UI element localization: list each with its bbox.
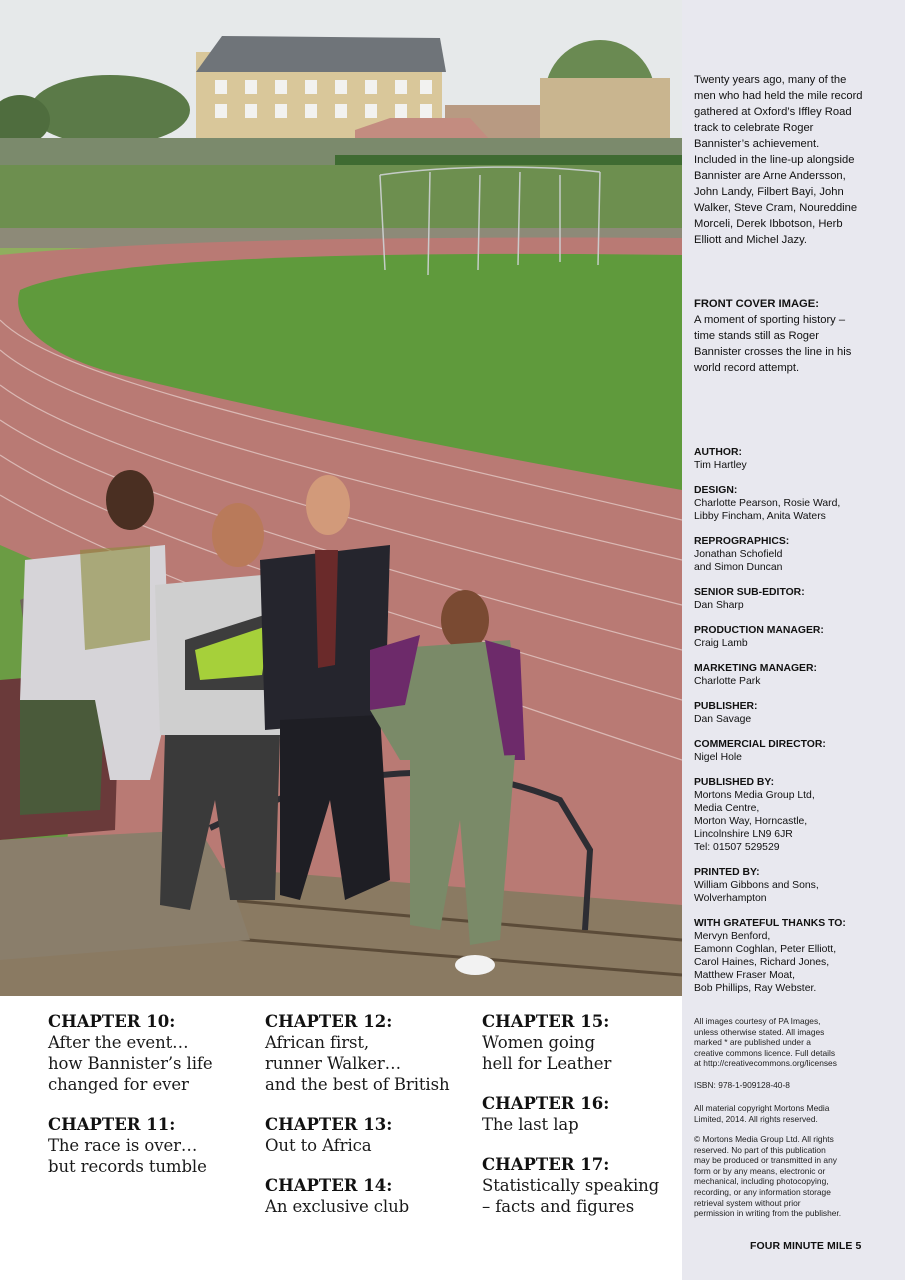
chapter-title: After the event… how Bannister’s life changed for ever [48, 1033, 213, 1094]
credits-list [694, 446, 874, 1007]
chapter-entry [482, 1012, 677, 1074]
credit-names: William Gibbons and Sons, Wolverhampton [694, 880, 819, 904]
credit-item [694, 446, 874, 472]
credit-names: Charlotte Park [694, 676, 761, 687]
credits-sidebar [682, 0, 905, 1280]
credit-item [694, 700, 874, 726]
credit-role: DESIGN: [694, 485, 738, 496]
chapter-entry [48, 1115, 258, 1177]
chapter-entry [482, 1094, 677, 1135]
rights-note: © Mortons Media Group Ltd. All rights reserved. No part of this publication may be produced or transmitted in any form or by any means, electronic or mechanical, including photocopying, recording, or any information storage retrieval system without prior permission in writing from the publisher. [694, 1134, 842, 1219]
isbn: ISBN: 978-1-909128-40-8 [694, 1080, 790, 1090]
credit-item [694, 624, 874, 650]
credit-role: COMMERCIAL DIRECTOR: [694, 739, 826, 750]
chapter-number: CHAPTER 11: [48, 1115, 176, 1134]
chapter-title: Statistically speaking – facts and figures [482, 1176, 660, 1216]
credit-names: Dan Sharp [694, 600, 744, 611]
credit-item [694, 917, 874, 995]
copyright-note: All material copyright Mortons Media Limited, 2014. All rights reserved. [694, 1103, 830, 1124]
credit-role: SENIOR SUB-EDITOR: [694, 587, 805, 598]
chapter-list [0, 996, 682, 1280]
chapter-entry [48, 1012, 258, 1095]
chapter-number: CHAPTER 16: [482, 1094, 610, 1113]
chapter-number: CHAPTER 14: [265, 1176, 393, 1195]
credit-item [694, 484, 874, 523]
chapter-title: An exclusive club [265, 1197, 410, 1216]
credit-role: PRINTED BY: [694, 867, 760, 878]
credit-item [694, 738, 874, 764]
credit-names: Dan Savage [694, 714, 752, 725]
chapter-title: Out to Africa [265, 1136, 372, 1155]
chapter-number: CHAPTER 12: [265, 1012, 393, 1031]
images-note: All images courtesy of PA Images, unless otherwise stated. All images marked * are published under a creative commons licence. Full details at http://creativecommons.org/licenses [694, 1016, 837, 1069]
credit-role: WITH GRATEFUL THANKS TO: [694, 918, 846, 929]
page-folio: FOUR MINUTE MILE 5 [750, 1240, 862, 1252]
chapter-column-2 [265, 1012, 475, 1237]
credit-role: MARKETING MANAGER: [694, 663, 817, 674]
cover-caption-heading: FRONT COVER IMAGE: [694, 298, 819, 310]
credit-item [694, 866, 874, 905]
credit-role: PUBLISHER: [694, 701, 758, 712]
cover-caption [694, 296, 864, 376]
cover-caption-text: A moment of sporting history – time stands still as Roger Bannister crosses the line in his world record attempt. [694, 314, 852, 374]
credit-names: Mervyn Benford, Eamonn Coghlan, Peter Elliott, Carol Haines, Richard Jones, Matthew Fraser Moat, Bob Phillips, Ray Webster. [694, 931, 837, 994]
credit-role: PUBLISHED BY: [694, 777, 775, 788]
chapter-entry [265, 1012, 475, 1095]
credit-item [694, 662, 874, 688]
chapter-entry [265, 1115, 475, 1156]
chapter-column-1 [48, 1012, 258, 1197]
chapter-entry [482, 1155, 677, 1217]
credit-item [694, 535, 874, 574]
chapter-title: The last lap [482, 1115, 579, 1134]
chapter-number: CHAPTER 13: [265, 1115, 393, 1134]
credit-names: Mortons Media Group Ltd, Media Centre, Morton Way, Horncastle, Lincolnshire LN9 6JR Tel: 01507 529529 [694, 790, 815, 853]
credit-role: REPROGRAPHICS: [694, 536, 790, 547]
credit-item [694, 586, 874, 612]
credit-names: Charlotte Pearson, Rosie Ward, Libby Fincham, Anita Waters [694, 498, 841, 522]
credit-names: Jonathan Schofield and Simon Duncan [694, 549, 783, 573]
credit-item [694, 776, 874, 854]
credit-names: Craig Lamb [694, 638, 748, 649]
credit-names: Tim Hartley [694, 460, 747, 471]
chapter-title: The race is over… but records tumble [48, 1136, 207, 1176]
chapter-title: Women going hell for Leather [482, 1033, 612, 1073]
chapter-number: CHAPTER 15: [482, 1012, 610, 1031]
credit-role: AUTHOR: [694, 447, 742, 458]
credit-names: Nigel Hole [694, 752, 742, 763]
credit-role: PRODUCTION MANAGER: [694, 625, 824, 636]
chapter-number: CHAPTER 10: [48, 1012, 176, 1031]
chapter-number: CHAPTER 17: [482, 1155, 610, 1174]
intro-caption: Twenty years ago, many of the men who had held the mile record gathered at Oxford’s Iffley Road track to celebrate Roger Bannister’s achievement. Included in the line-up alongside Bannister are Arne Andersson, John Landy, Filbert Bayi, John Walker, Steve Cram, Noureddine Morceli, Derek Ibbotson, Herb Elliott and Michel Jazy. [694, 74, 863, 246]
chapter-entry [265, 1176, 475, 1217]
chapter-title: African first, runner Walker… and the best of British [265, 1033, 450, 1094]
chapter-column-3 [482, 1012, 677, 1237]
